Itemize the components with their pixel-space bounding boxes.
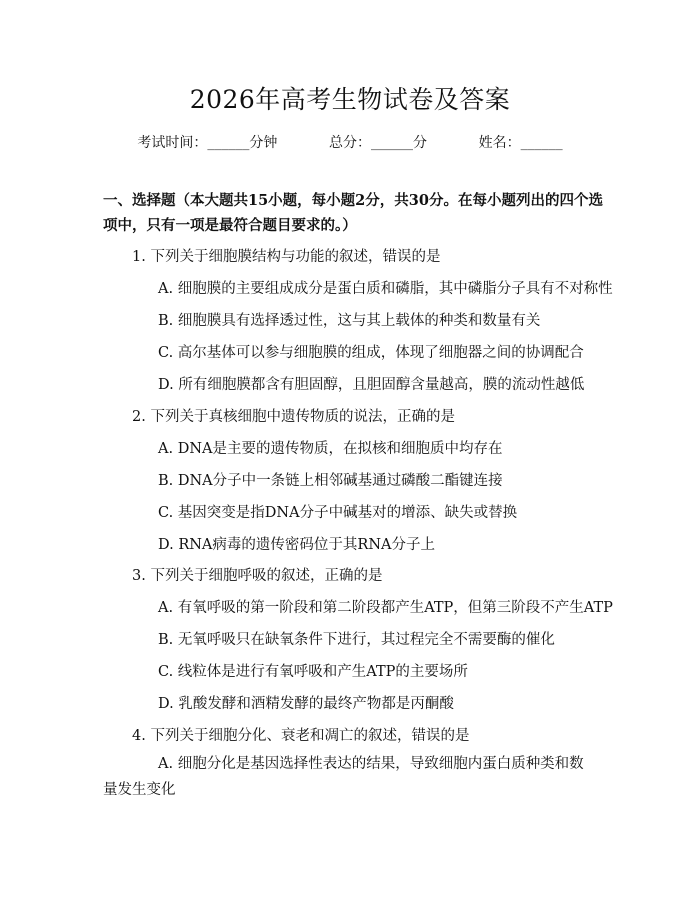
meta-gap	[433, 135, 472, 151]
question-option: A. 细胞分化是基因选择性表达的结果，导致细胞内蛋白质种类和数量发生变化	[103, 756, 584, 798]
question-option: B. 细胞膜具有选择透过性，这与其上载体的种类和数量有关	[158, 313, 541, 329]
question-option: A. 细胞膜的主要组成成分是蛋白质和磷脂，其中磷脂分子具有不对称性	[158, 281, 613, 297]
question-stem: 1. 下列关于细胞膜结构与功能的叙述，错误的是	[132, 249, 441, 265]
meta-gap	[284, 135, 323, 151]
question-option: B. 无氧呼吸只在缺氧条件下进行，其过程完全不需要酶的催化	[158, 632, 555, 648]
question-stem: 4. 下列关于细胞分化、衰老和凋亡的叙述，错误的是	[132, 728, 470, 744]
exam-time-field: 考试时间：______分钟	[137, 135, 278, 151]
question-option: C. 高尔基体可以参与细胞膜的组成，体现了细胞器之间的协调配合	[158, 345, 584, 361]
student-name-field: 姓名：______	[478, 135, 563, 151]
question-option: A. DNA是主要的遗传物质，在拟核和细胞质中均存在	[158, 441, 503, 457]
question-option: C. 基因突变是指DNA分子中碱基对的增添、缺失或替换	[158, 505, 518, 521]
question-option: B. DNA分子中一条链上相邻碱基通过磷酸二酯键连接	[158, 473, 503, 489]
page-title: 2026年高考生物试卷及答案	[189, 85, 511, 114]
question-stem: 3. 下列关于细胞呼吸的叙述，正确的是	[132, 568, 383, 584]
question-option: A. 有氧呼吸的第一阶段和第二阶段都产生ATP，但第三阶段不产生ATP	[158, 600, 613, 616]
question-option: C. 线粒体是进行有氧呼吸和产生ATP的主要场所	[158, 664, 468, 680]
question-option: D. 乳酸发酵和酒精发酵的最终产物都是丙酮酸	[158, 696, 454, 712]
question-option: D. RNA病毒的遗传密码位于其RNA分子上	[158, 537, 435, 553]
section-heading-choice: 一、选择题（本大题共15小题，每小题2分，共30分。在每小题列出的四个选项中，只有一项是最符合题目要求的。）	[103, 192, 603, 234]
question-option: D. 所有细胞膜都含有胆固醇，且胆固醇含量越高，膜的流动性越低	[158, 377, 585, 393]
question-stem: 2. 下列关于真核细胞中遗传物质的说法，正确的是	[132, 409, 455, 425]
total-score-field: 总分：______分	[329, 135, 427, 151]
exam-meta	[0, 132, 700, 152]
